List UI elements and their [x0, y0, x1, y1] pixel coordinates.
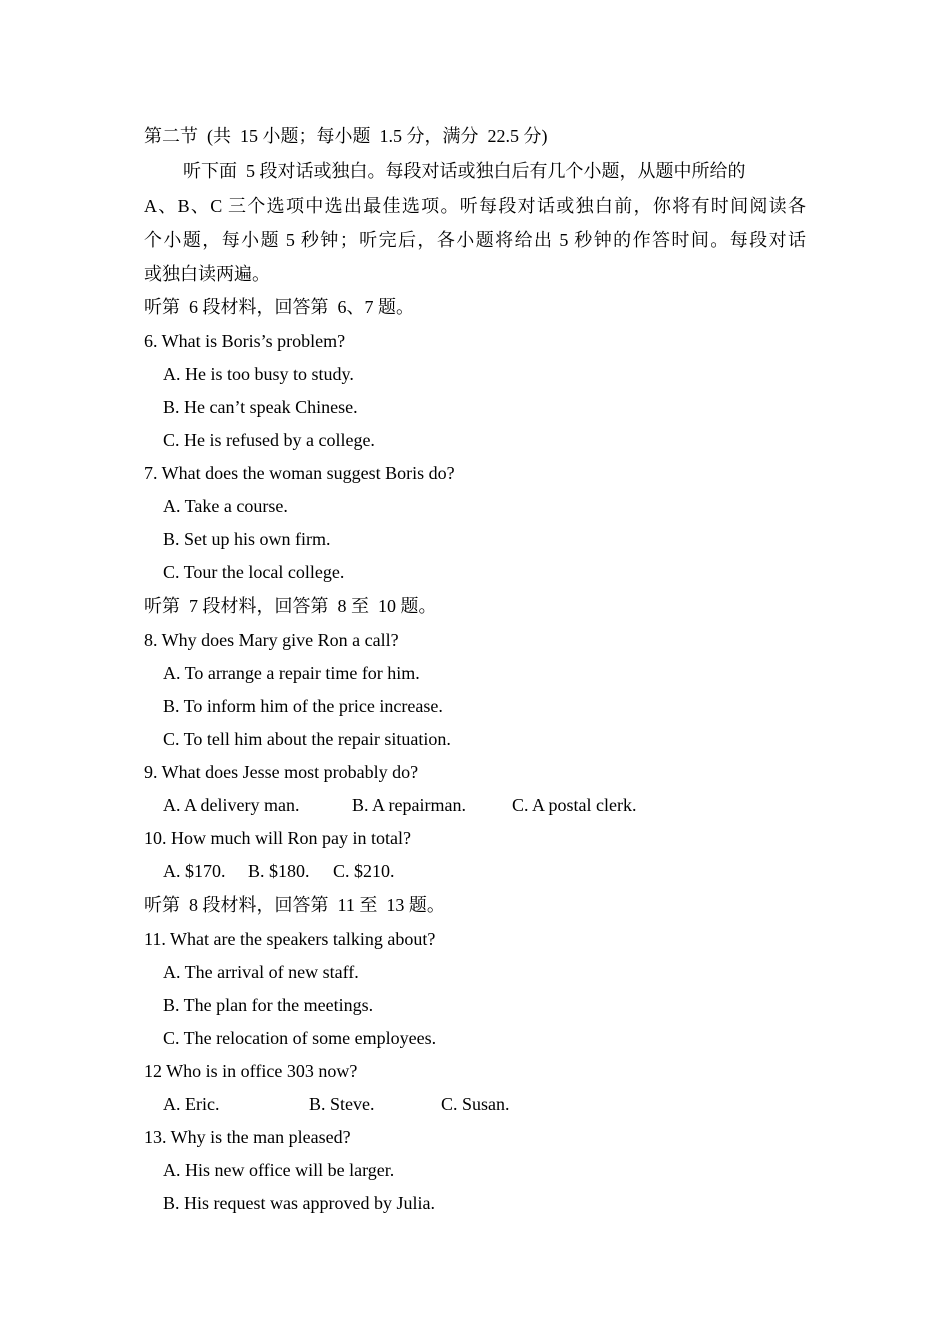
- question-12-stem: 12 Who is in office 303 now?: [144, 1061, 358, 1081]
- question-11-stem: 11. What are the speakers talking about?: [144, 929, 436, 949]
- question-6-option-c: C. He is refused by a college.: [163, 430, 375, 450]
- question-7-stem: 7. What does the woman suggest Boris do?: [144, 463, 455, 483]
- question-6-option-a: A. He is too busy to study.: [163, 364, 354, 384]
- question-8-stem: 8. Why does Mary give Ron a call?: [144, 630, 399, 650]
- question-9-option-a: A. A delivery man.: [163, 795, 300, 815]
- question-11-option-a: A. The arrival of new staff.: [163, 962, 359, 982]
- passage-header-6: 听第 6 段材料，回答第 6、7 题。: [144, 297, 414, 317]
- question-9-option-b: B. A repairman.: [352, 795, 466, 815]
- question-6-option-b: B. He can’t speak Chinese.: [163, 397, 358, 417]
- passage-header-7: 听第 7 段材料，回答第 8 至 10 题。: [144, 596, 437, 616]
- question-12-option-b: B. Steve.: [309, 1094, 375, 1114]
- question-10-option-b: B. $180.: [248, 861, 310, 881]
- question-13-option-a: A. His new office will be larger.: [163, 1160, 395, 1180]
- question-7-option-b: B. Set up his own firm.: [163, 529, 331, 549]
- section-heading: 第二节 (共 15 小题；每小题 1.5 分，满分 22.5 分): [144, 126, 548, 146]
- question-11-option-b: B. The plan for the meetings.: [163, 995, 374, 1015]
- question-9-option-c: C. A postal clerk.: [512, 795, 637, 815]
- question-13-stem: 13. Why is the man pleased?: [144, 1127, 351, 1147]
- question-8-option-c: C. To tell him about the repair situation.: [163, 729, 451, 749]
- passage-header-8: 听第 8 段材料，回答第 11 至 13 题。: [144, 895, 445, 915]
- question-7-option-c: C. Tour the local college.: [163, 562, 345, 582]
- question-8-option-a: A. To arrange a repair time for him.: [163, 663, 420, 683]
- instructions-line-2: A、B、C 三个选项中选出最佳选项。听每段对话或独白前，你将有时间阅读各: [144, 196, 806, 216]
- question-13-option-b: B. His request was approved by Julia.: [163, 1193, 435, 1213]
- question-10-stem: 10. How much will Ron pay in total?: [144, 828, 411, 848]
- question-12-option-c: C. Susan.: [441, 1094, 510, 1114]
- question-11-option-c: C. The relocation of some employees.: [163, 1028, 437, 1048]
- question-6-stem: 6. What is Boris’s problem?: [144, 331, 346, 351]
- question-10-option-a: A. $170.: [163, 861, 226, 881]
- instructions-line-4: 或独白读两遍。: [144, 264, 270, 284]
- question-10-option-c: C. $210.: [333, 861, 395, 881]
- question-9-stem: 9. What does Jesse most probably do?: [144, 762, 419, 782]
- question-12-option-a: A. Eric.: [163, 1094, 220, 1114]
- instructions-line-3: 个小题，每小题 5 秒钟；听完后，各小题将给出 5 秒钟的作答时间。每段对话: [144, 230, 806, 250]
- question-7-option-a: A. Take a course.: [163, 496, 288, 516]
- question-8-option-b: B. To inform him of the price increase.: [163, 696, 443, 716]
- instructions-line-1: 听下面 5 段对话或独白。每段对话或独白后有几个小题，从题中所给的: [183, 161, 746, 181]
